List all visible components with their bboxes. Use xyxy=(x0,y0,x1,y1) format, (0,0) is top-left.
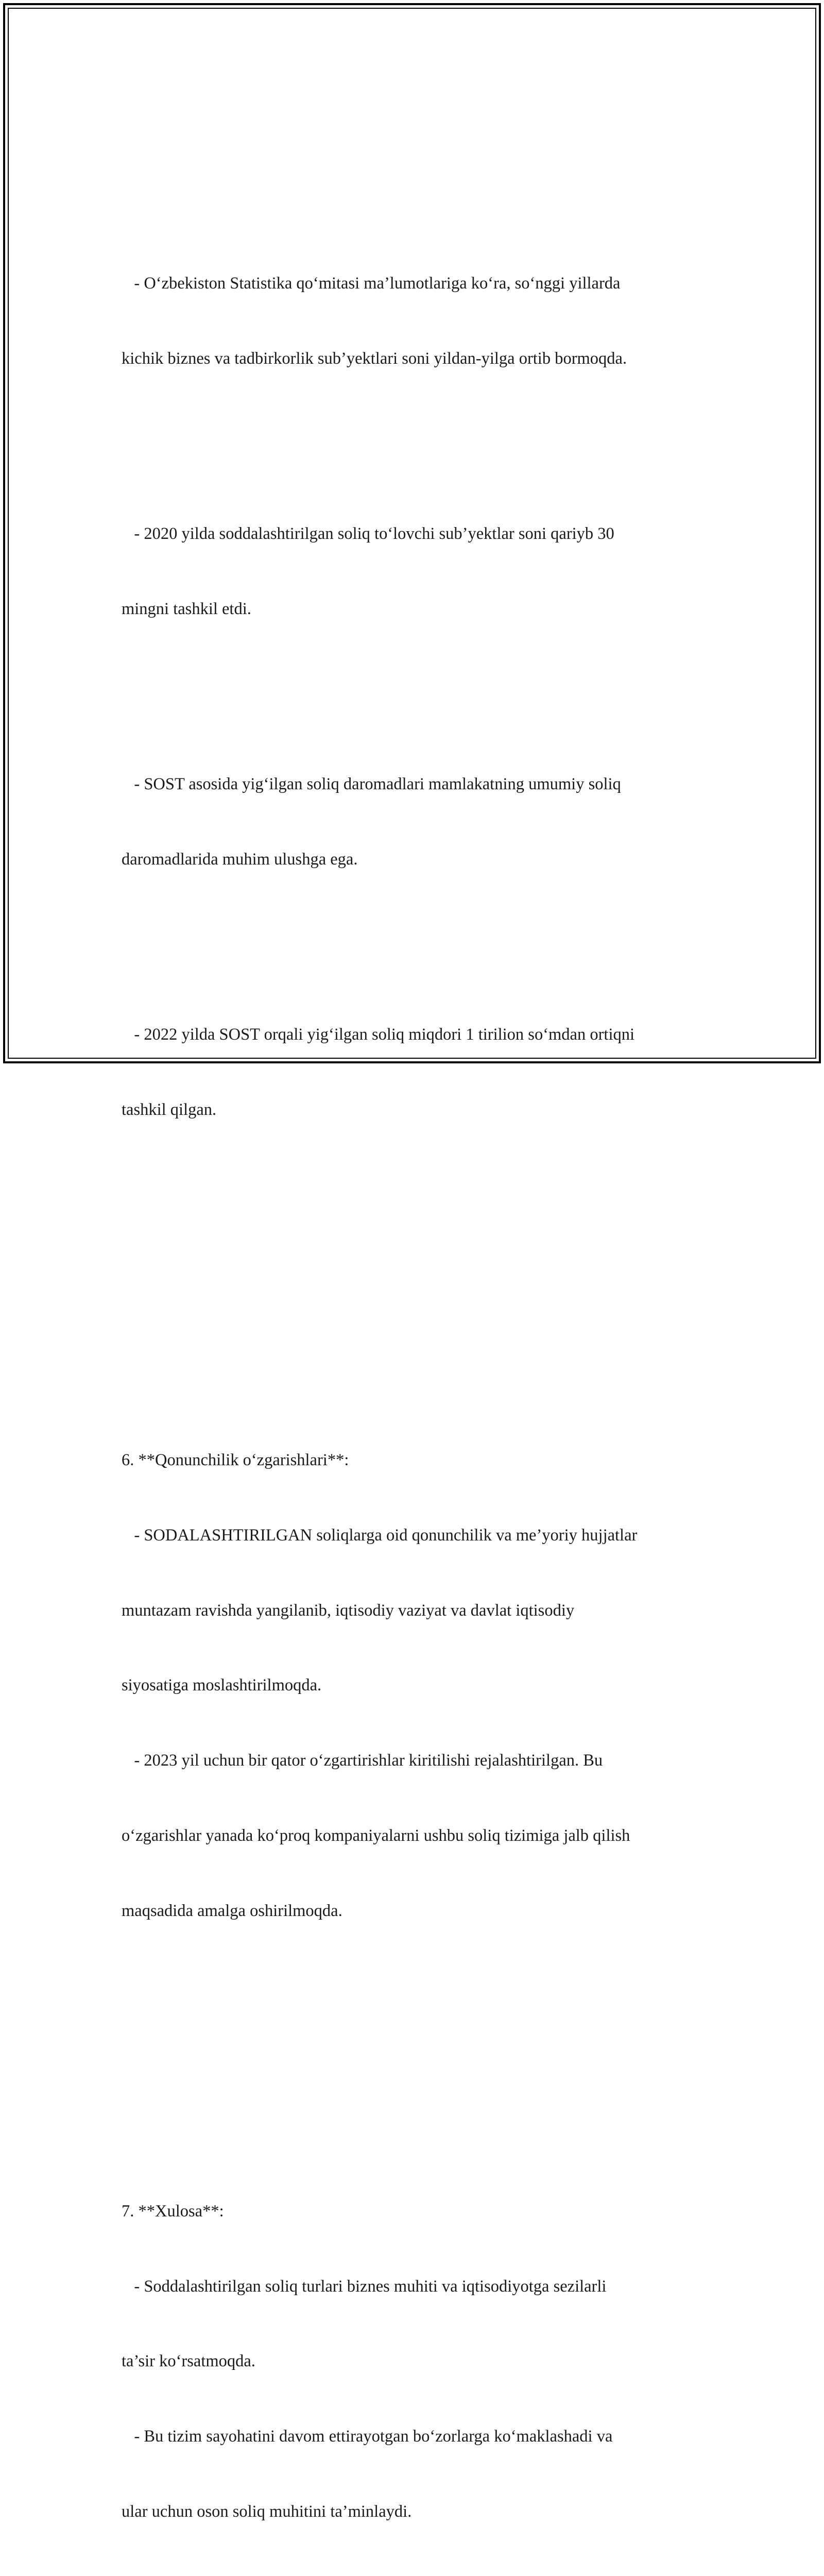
list-item xyxy=(122,221,709,421)
paragraph-gap xyxy=(122,1298,709,1323)
text-line: - 2022 yilda SOST orqali yig‘ilgan soliq miqdori 1 tirilion so‘mdan ortiqni xyxy=(122,1025,635,1044)
text-line: - Soddalashtirilgan soliq turlari biznes muhiti va iqtisodiyotga sezilarli xyxy=(122,2277,607,2296)
text-line: tashkil qilgan. xyxy=(122,1100,217,1119)
text-line: ta’sir ko‘rsatmoqda. xyxy=(122,2352,255,2371)
text-line: muntazam ravishda yangilanib, iqtisodiy vaziyat va davlat iqtisodiy xyxy=(122,1601,575,1620)
document-body xyxy=(122,96,709,2576)
text-line: maqsadida amalga oshirilmoqda. xyxy=(122,1901,342,1920)
text-line: - SOST asosida yig‘ilgan soliq daromadlari mamlakatning umumiy soliq xyxy=(122,775,621,794)
text-line: ular uchun oson soliq muhitini ta’minlaydi. xyxy=(122,2502,412,2521)
text-line: - SODALASHTIRILGAN soliqlarga oid qonunchilik va me’yoriy hujjatlar xyxy=(122,1526,638,1545)
text-line: daromadlarida muhim ulushga ega. xyxy=(122,850,358,869)
text-line: o‘zgarishlar yanada ko‘proq kompaniyalarni ushbu soliq tizimiga jalb qilish xyxy=(122,1826,630,1845)
text-line: - O‘zbekiston Statistika qo‘mitasi ma’lumotlariga ko‘ra, so‘nggi yillarda xyxy=(122,274,621,293)
text-line: siyosatiga moslashtirilmoqda. xyxy=(122,1676,322,1695)
section-heading: 6. **Qonunchilik o‘zgarishlari**: xyxy=(122,1451,349,1470)
text-line: - 2023 yil uchun bir qator o‘zgartirishlar kiritilishi rejalashtirilgan. Bu xyxy=(122,1751,603,1770)
list-item xyxy=(122,972,709,1173)
statistics-list xyxy=(122,171,709,1223)
list-item xyxy=(122,471,709,672)
section-legislation xyxy=(122,1398,709,1974)
section-conclusion xyxy=(122,2149,709,2574)
section-heading: 7. **Xulosa**: xyxy=(122,2201,224,2221)
text-line: - 2020 yilda soddalashtirilgan soliq to‘lovchi sub’yektlar soni qariyb 30 xyxy=(122,524,614,544)
text-line: mingni tashkil etdi. xyxy=(122,599,251,618)
paragraph-gap xyxy=(122,2048,709,2074)
text-line: kichik biznes va tadbirkorlik sub’yektlari soni yildan-yilga ortib bormoqda. xyxy=(122,349,627,368)
text-line: - Bu tizim sayohatini davom ettirayotgan bo‘zorlarga ko‘maklashadi va xyxy=(122,2427,613,2446)
list-item xyxy=(122,722,709,922)
